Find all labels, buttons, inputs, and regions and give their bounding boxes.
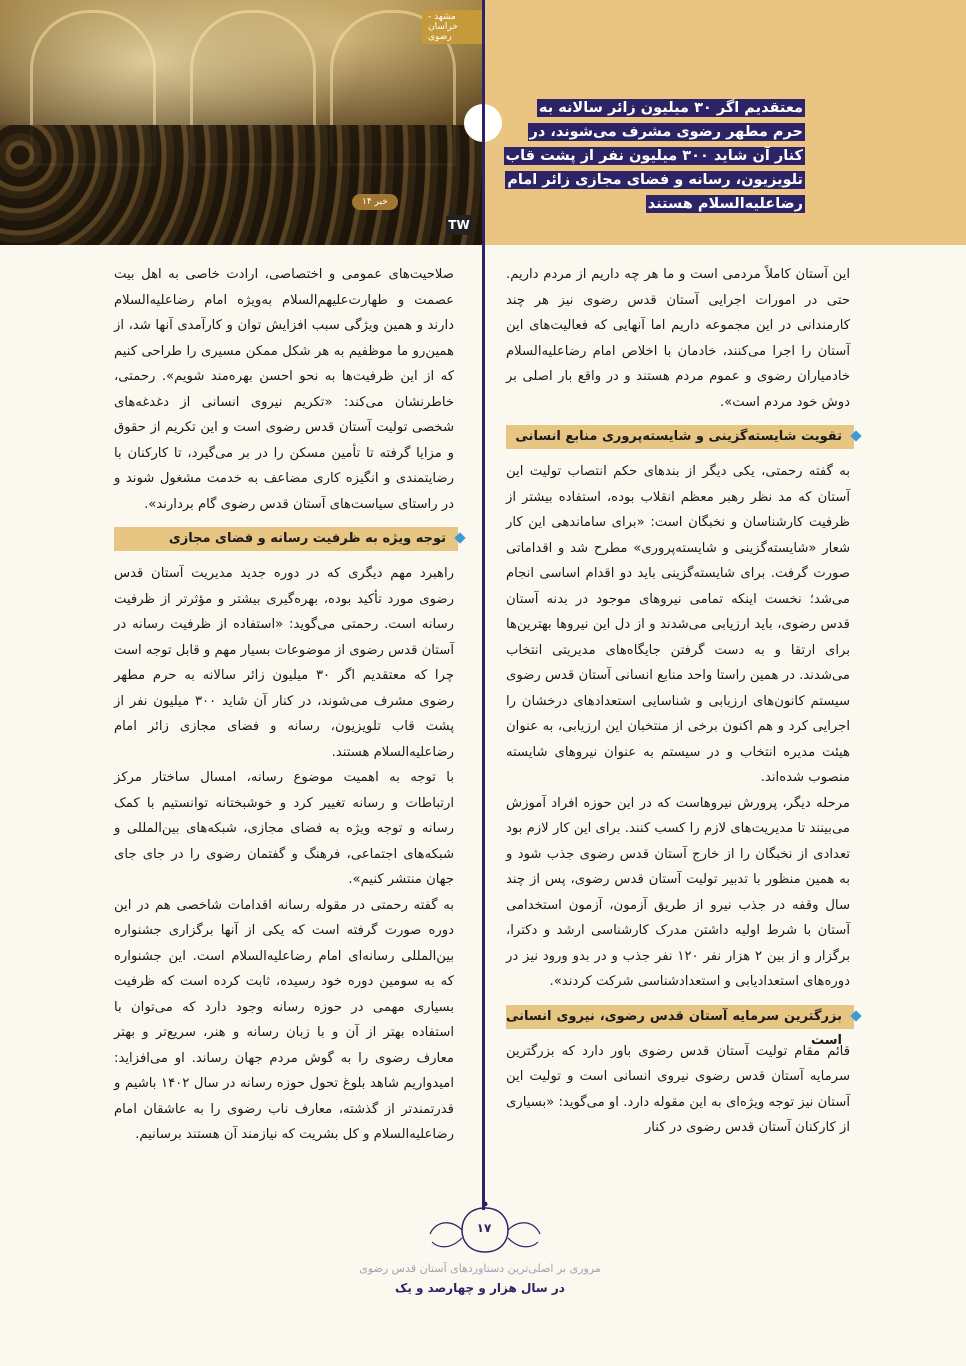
hero-photo: [0, 0, 485, 245]
diamond-bullet-icon: [454, 532, 468, 546]
pull-quote-text: معتقدیم اگر ۳۰ میلیون زائر سالانه به حرم مطهر رضوی مشرف می‌شوند، در کنار آن شاید ۳۰۰ میلیون نفر از پشت قاب تلویزیون، رسانه و فضای مجازی زائر امام رضاعلیه‌السلام هستند: [505, 100, 803, 212]
left-column: [114, 262, 454, 1148]
column-divider: [482, 0, 485, 1210]
diamond-bullet-icon: [850, 430, 864, 444]
publisher-logo: TW: [446, 215, 472, 235]
paragraph: به گفته رحمتی در مقوله رسانه اقدامات شاخصی هم در این دوره صورت گرفته است که یکی از آنها برگزاری جشنواره بین‌المللی رسانه‌ای امام رضاعلیه‌السلام است. این جشنواره که به سومین دوره خود رسیده، ثابت کرده است که ظرفیت بسیاری مهمی در حوزه رسانه وجود دارد که می‌توان با استفاده بهتر از آن و با زبان رسانه و هنر، سریع‌تر و بهتر معارف رضوی را به گوش مردم جهان رساند. او می‌افزاید: امیدواریم شاهد بلوغ تحول حوزه رسانه در سال ۱۴۰۲ باشیم و قدرتمندتر از گذشته، معارف ناب رضوی را به عاشقان امام رضاعلیه‌السلام و کل بشریت که نیازمند آن هستند برسانیم.: [114, 897, 454, 1142]
section-heading: [114, 527, 458, 551]
paragraph: صلاحیت‌های عمومی و اختصاصی، ارادت خاصی به اهل بیت عصمت و طهارت‌علیهم‌السلام به‌ویژه امام رضاعلیه‌السلام دارند و همین ویژگی سبب افزایش توان و کارآمدی آنها شد، از همین‌رو ما موظفیم به هر شکل ممکن مسیری را طراحی کنیم که از این ظرفیت‌ها به نحو احسن بهره‌مند شویم». رحمتی، خاطرنشان می‌کند: «تکریم نیروی انسانی از دغدغه‌های شخصی تولیت آستان قدس رضوی است و این تکریم از حقوق و مزایا گرفته تا تأمین مسکن را در بر می‌گیرد، تا کارکنان با رضایتمندی و انگیزه کاری مضاعف به خدمت مشغول شوند و در راستای سیاست‌های آستان قدس رضوی گام بردارند».: [114, 267, 454, 512]
page-number: ۱۷: [476, 1221, 492, 1235]
section-heading-text: تقویت شایسته‌گزینی و شایسته‌پروری منابع انسانی: [515, 429, 842, 444]
section-heading-text: بزرگترین سرمایه آستان قدس رضوی، نیروی انسانی است: [506, 1008, 842, 1048]
paragraph: به گفته رحمتی، یکی دیگر از بندهای حکم انتصاب تولیت این آستان که مد نظر رهبر معظم انقلاب بوده، استفاده بیشتر از ظرفیت کارشناسان و نخبگان است: «برای ساماندهی این کار شعار «شایسته‌گزینی و شایسته‌پروری» مطرح شد و اقداماتی صورت گرفت. برای شایسته‌گزینی باید دو اقدام اساسی انجام می‌شد؛ نخست اینکه تمامی نیروهای موجود در بدنه آستان قدس رضوی، باید ارزیابی می‌شدند و از دل این نیروها بهترین‌ها برای ارتقا و به دست گرفتن جایگاه‌های مدیریتی انتخاب می‌شدند. در همین راستا واحد منابع انسانی آستان قدس رضوی سیستم کانون‌های ارزیابی و شناسایی استعدادهای درخشان را اجرایی کرد و هم اکنون برخی از منتخبان این ارزیابی، به عنوان هیئت مدیره انتخاب و در سیستم به عنوان نیروهای شایسته منصوب شده‌اند.: [506, 464, 850, 785]
section-heading: [506, 1005, 854, 1048]
paragraph: مرحله دیگر، پرورش نیروهاست که در این حوزه افراد آموزش می‌بینند تا مدیریت‌های لازم را کسب کنند. برای این کار لازم بود تعدادی از نخبگان را از خارج آستان قدس رضوی جذب شود و به همین منظور با تدبیر تولیت آستان قدس رضوی، پس از چند سال وقفه در جذب نیرو از طریق آزمون، آزمون استخدامی آستان با شرط اولیه داشتن مدرک کارشناسی ارشد و دکترا، برگزار و از بین ۲ هزار نفر ۱۲۰ نفر جذب و در بدو ورود نیز در دوره‌های استعدادیابی و استعدادشناسی شرکت کردند».: [506, 795, 851, 989]
footer-title: مروری بر اصلی‌ترین دستاوردهای آستان قدس رضوی: [359, 1262, 601, 1275]
diamond-bullet-icon: [850, 1010, 864, 1024]
photo-location-tag: مشهد - خراسان رضوی: [422, 10, 485, 44]
crowd-area: [0, 125, 485, 245]
paragraph: راهبرد مهم دیگری که در دوره جدید مدیریت آستان قدس رضوی مورد تأکید بوده، بهره‌گیری بیشتر و مؤثرتر از ظرفیت رسانه است. رحمتی می‌گوید: «استفاده از ظرفیت رسانه در آستان قدس رضوی از موضوعات بسیار مهم و قابل توجه است چرا که معتقدیم اگر ۳۰ میلیون زائر سالانه به حرم مطهر رضوی مشرف می‌شوند، در کنار آن شاید ۳۰۰ میلیون نفر از پشت قاب تلویزیون، رسانه و فضای مجازی زائر امام رضاعلیه‌السلام هستند.: [114, 566, 454, 760]
paragraph: این آستان کاملاً مردمی است و ما هر چه داریم از مردم داریم. حتی در امورات اجرایی آستان قدس رضوی نیز هر چند کارمندانی در این مجموعه داریم اما آنهایی که فعالیت‌های این آستان را اجرا می‌کنند، خادمان با اخلاص امام رضاعلیه‌السلام خادمیاران رضوی و عموم مردم هستند و در واقع بار اصلی بر دوش خود مردم است».: [506, 267, 850, 410]
footer-subtitle: در سال هزار و چهارصد و یک: [395, 1281, 565, 1295]
paragraph: با توجه به اهمیت موضوع رسانه، امسال ساختار مرکز ارتباطات و رسانه تغییر کرد و خوشبختانه توانستیم با کمک رسانه و توجه ویژه به فضای مجازی، شبکه‌های بین‌المللی و شبکه‌های اجتماعی، فرهنگ و گفتمان رضوی را در جای جای جهان منتشر کنیم».: [114, 770, 454, 887]
pull-quote: [505, 96, 805, 216]
section-heading-text: توجه ویژه به ظرفیت رسانه و فضای مجازی: [168, 531, 446, 546]
section-heading: [506, 425, 854, 449]
right-column: [506, 262, 850, 1141]
photo-caption: خبر ۱۴: [352, 194, 398, 210]
paragraph: قائم مقام تولیت آستان قدس رضوی باور دارد که بزرگترین سرمایه آستان قدس رضوی نیروی انسانی است و تولیت این آستان نیز توجه ویژه‌ای به این مقوله دارد. او می‌گوید: «بسیاری از کارکنان آستان قدس رضوی در کنار: [506, 1043, 850, 1135]
